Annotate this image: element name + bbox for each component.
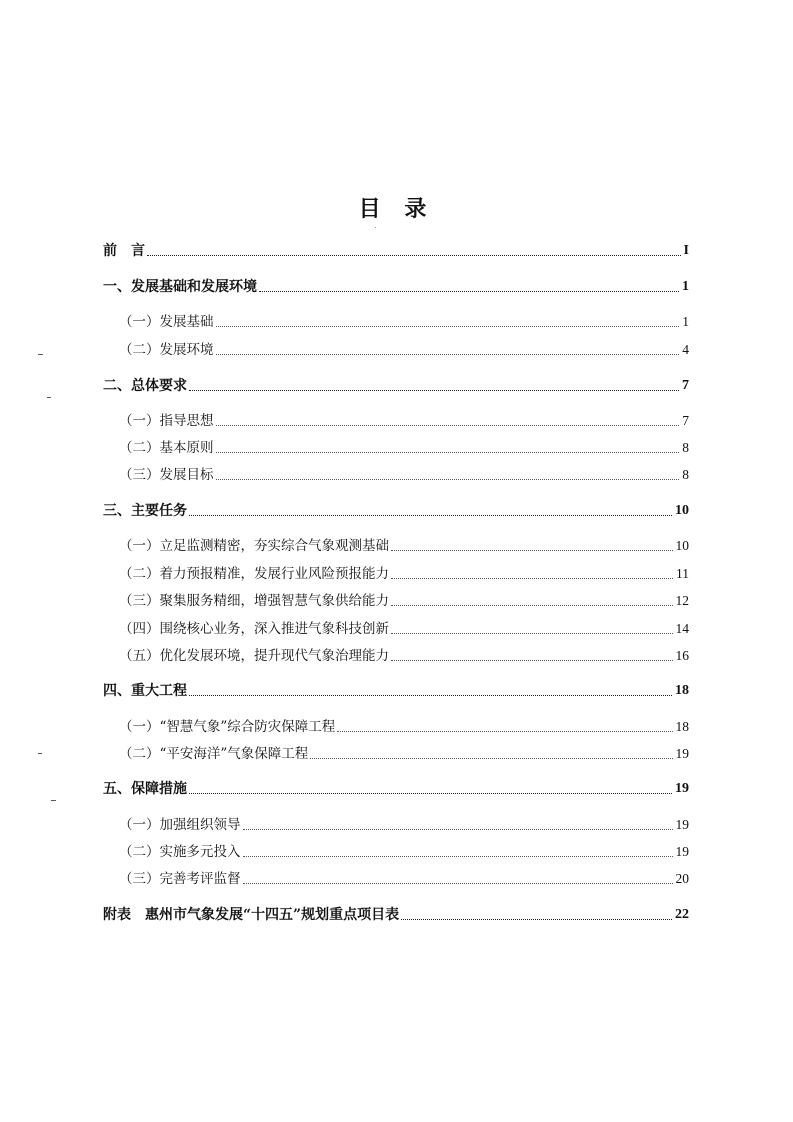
toc-entry-title: （二）发展环境 [119,342,214,358]
toc-section-entry[interactable] [119,869,689,889]
toc-entry-title: 附表 惠州市气象发展“十四五”规划重点项目表 [103,907,400,923]
toc-page-number: 16 [675,648,689,663]
toc-page-number: 7 [682,413,689,428]
dot-leader [243,829,673,830]
toc-page-number: 8 [682,467,689,482]
dot-leader [401,919,672,920]
toc-page-number: 19 [675,746,689,761]
dot-leader [391,605,673,606]
toc-section-entry[interactable] [119,591,689,611]
toc-entry-title: （一）加强组织领导 [119,817,241,833]
toc-chapter-entry[interactable] [103,277,689,297]
toc-page-number: 19 [675,844,689,859]
toc-section-entry[interactable] [119,465,689,485]
dot-leader [391,633,673,634]
toc-chapter-entry[interactable] [103,501,689,521]
toc-entry-title: （二）“平安海洋”气象保障工程 [119,746,309,762]
toc-section-entry[interactable] [119,646,689,666]
scan-mark [51,800,56,801]
dot-leader [189,390,679,391]
toc-page-number: 22 [675,907,689,922]
dot-leader [216,354,680,355]
scan-speck [375,227,376,228]
dot-leader [147,255,681,256]
toc-entry-title: 一、发展基础和发展环境 [103,279,257,295]
toc-section-entry[interactable] [119,411,689,431]
dot-leader [216,326,680,327]
toc-entry-title: 前 言 [103,243,145,259]
toc-entry-title: （一）立足监测精密，夯实综合气象观测基础 [119,538,389,554]
dot-leader [310,758,672,759]
dot-leader [189,695,672,696]
toc-page-number: 11 [676,566,689,581]
toc-page-number: 10 [675,538,689,553]
toc-page-number: 4 [682,342,689,357]
dot-leader [216,452,680,453]
toc-chapter-entry[interactable] [103,779,689,799]
dot-leader [391,578,673,579]
toc-page-number: 19 [675,817,689,832]
dot-leader [216,479,680,480]
toc-chapter-entry[interactable] [103,905,689,925]
toc-entry-title: （五）优化发展环境，提升现代气象治理能力 [119,648,389,664]
toc-section-entry[interactable] [119,564,689,584]
toc-entry-title: （三）发展目标 [119,467,214,483]
toc-section-entry[interactable] [119,312,689,332]
toc-page-number: 8 [682,440,689,455]
toc-page-number: 10 [675,503,689,518]
toc-title: 目 录 [358,197,435,222]
dot-leader [259,291,679,292]
toc-entry-title: 五、保障措施 [103,781,187,797]
toc-entry-title: 三、主要任务 [103,503,187,519]
toc-entry-title: 二、总体要求 [103,378,187,394]
toc-entry-title: （三）完善考评监督 [119,871,241,887]
toc-page-number: 1 [682,314,689,329]
toc-page-number: 1 [682,279,689,294]
toc-page-number: 7 [682,378,689,393]
toc-section-entry[interactable] [119,340,689,360]
toc-entry-title: （一）发展基础 [119,314,214,330]
dot-leader [189,515,672,516]
toc-section-entry[interactable] [119,536,689,556]
dot-leader [243,856,673,857]
toc-entry-title: （一）“智慧气象”综合防灾保障工程 [119,719,336,735]
toc-page-number: 20 [675,871,689,886]
dot-leader [216,425,680,426]
toc-entry-title: （三）聚集服务精细，增强智慧气象供给能力 [119,593,389,609]
toc-section-entry[interactable] [119,619,689,639]
dot-leader [337,731,672,732]
toc-chapter-entry[interactable] [103,376,689,396]
toc-section-entry[interactable] [119,815,689,835]
toc-section-entry[interactable] [119,842,689,862]
toc-page-number: 19 [675,781,689,796]
toc-section-entry[interactable] [119,717,689,737]
toc-chapter-entry[interactable] [103,681,689,701]
dot-leader [243,883,673,884]
scan-mark [38,354,43,355]
dot-leader [391,550,673,551]
toc-entry-title: （四）围绕核心业务，深入推进气象科技创新 [119,621,389,637]
scan-mark [47,397,51,398]
toc-page-number: 18 [675,683,689,698]
toc-chapter-entry[interactable] [103,241,689,261]
dot-leader [391,660,673,661]
toc-page-number: 12 [675,593,689,608]
toc-page-number: I [683,243,689,258]
toc-entry-title: 四、重大工程 [103,683,187,699]
toc-entry-title: （二）着力预报精准，发展行业风险预报能力 [119,566,389,582]
toc-entry-title: （二）实施多元投入 [119,844,241,860]
toc-section-entry[interactable] [119,438,689,458]
scan-mark [38,753,42,754]
toc-entry-title: （一）指导思想 [119,413,214,429]
toc-page-number: 18 [675,719,689,734]
toc-entry-title: （二）基本原则 [119,440,214,456]
dot-leader [189,793,672,794]
toc-page-number: 14 [675,621,689,636]
toc-section-entry[interactable] [119,744,689,764]
